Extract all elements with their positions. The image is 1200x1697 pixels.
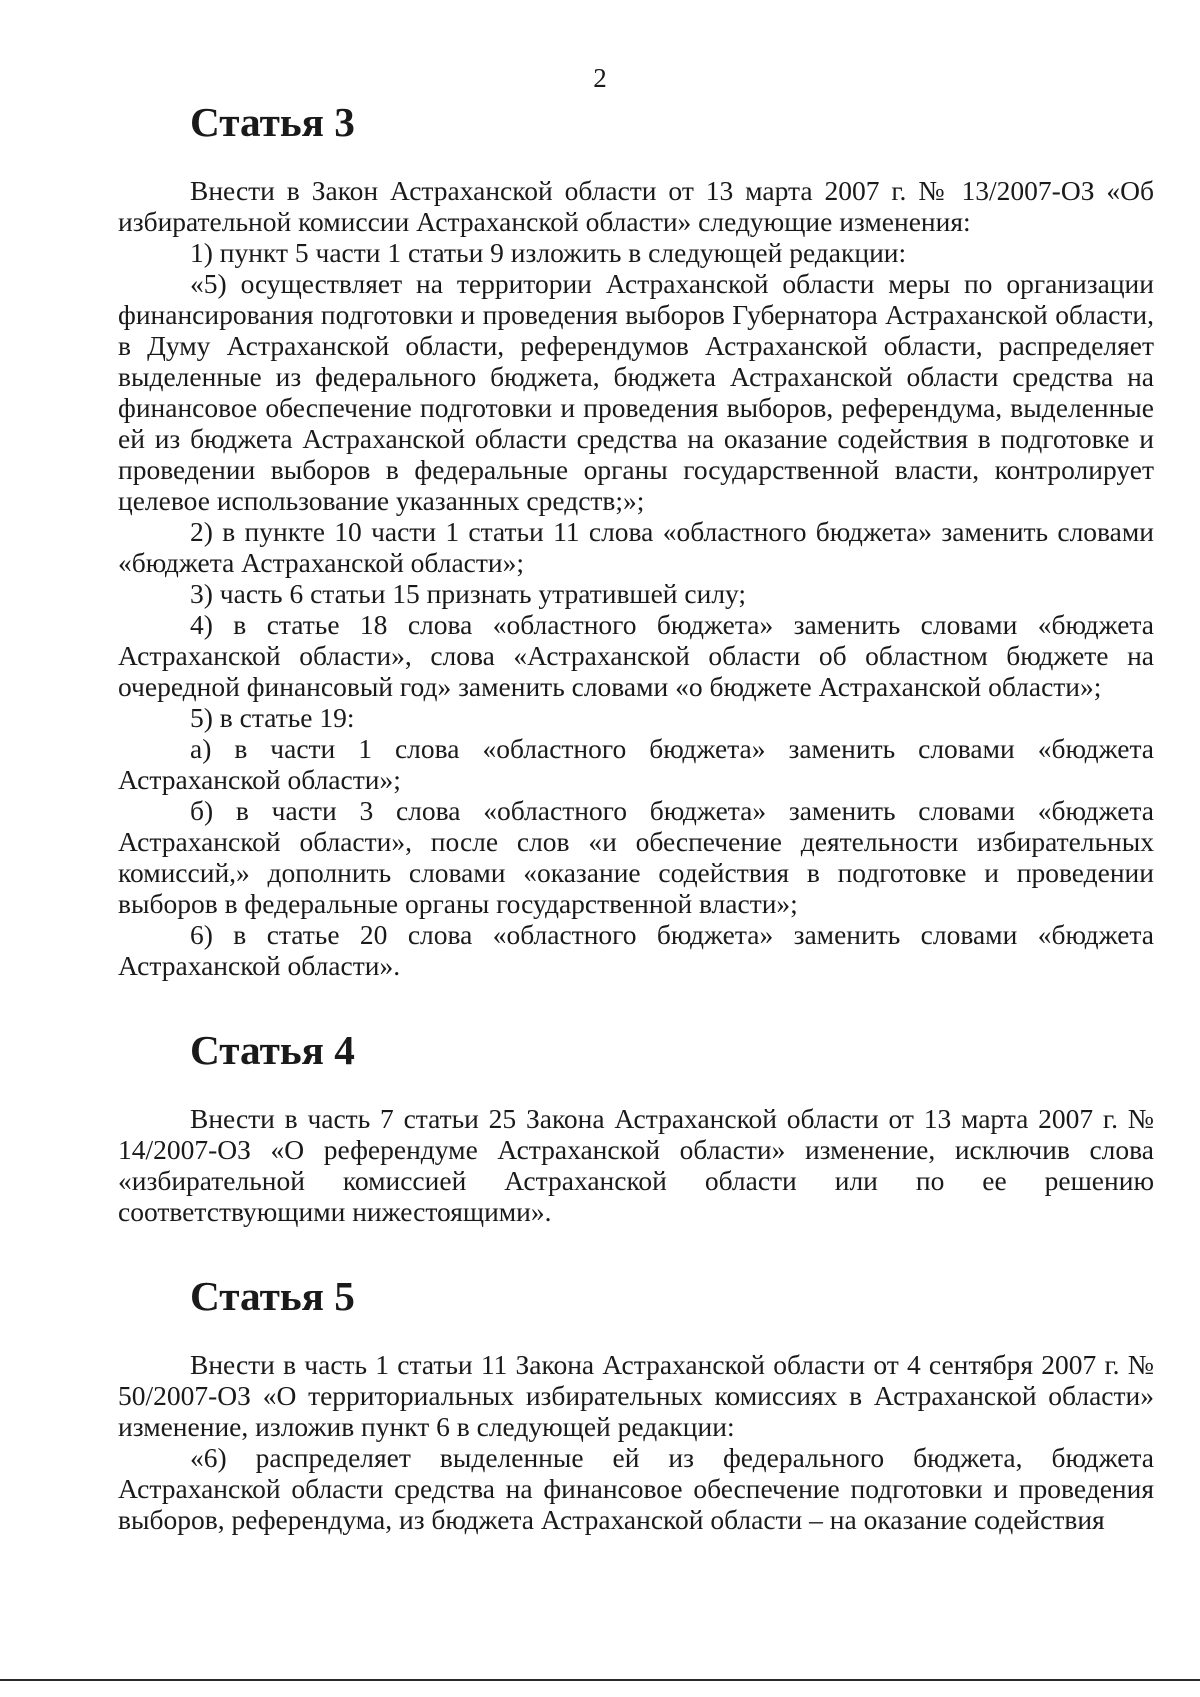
document-body	[118, 99, 1154, 1535]
article-title: Статья 4	[190, 1027, 355, 1073]
scan-edge-line	[0, 1679, 1200, 1681]
paragraph: 5) в статье 19:	[190, 702, 355, 733]
paragraph: «5) осуществляет на территории Астраханской области меры по организации финансирования подготовки и проведения выборов Губернатора Астраханской области, в Думу Астраханской области, референдумов Астраханской области, распределяет выделенные из федерального бюджета, бюджета Астраханской области средства на финансовое обеспечение подготовки и проведения выборов, референдума, выделенные ей из бюджета Астраханской области средства на оказание содействия в подготовке и проведении выборов в федеральные органы государственной власти, контролирует целевое использование указанных средств;»;	[118, 268, 1154, 516]
article-4	[118, 1027, 1154, 1227]
article-title: Статья 3	[190, 99, 355, 145]
paragraph: Внести в Закон Астраханской области от 13 марта 2007 г. № 13/2007-ОЗ «Об избирательной комиссии Астраханской области» следующие изменения:	[118, 175, 1154, 237]
paragraph: 3) часть 6 статьи 15 признать утратившей силу;	[190, 578, 747, 609]
paragraph: 2) в пункте 10 части 1 статьи 11 слова «областного бюджета» заменить словами «бюджета Астраханской области»;	[118, 516, 1154, 578]
paragraph: 6) в статье 20 слова «областного бюджета» заменить словами «бюджета Астраханской области».	[118, 919, 1154, 981]
article-3	[118, 99, 1154, 981]
article-title: Статья 5	[190, 1273, 355, 1319]
article-5	[118, 1273, 1154, 1535]
paragraph: а) в части 1 слова «областного бюджета» заменить словами «бюджета Астраханской области»;	[118, 733, 1154, 795]
paragraph: 4) в статье 18 слова «областного бюджета» заменить словами «бюджета Астраханской области», слова «Астраханской области об областном бюджете на очередной финансовый год» заменить словами «о бюджете Астраханской области»;	[118, 609, 1154, 702]
paragraph: б) в части 3 слова «областного бюджета» заменить словами «бюджета Астраханской области», после слов «и обеспечение деятельности избирательных комиссий,» дополнить словами «оказание содействия в подготовке и проведении выборов в федеральные органы государственной власти»;	[118, 795, 1154, 919]
paragraph: Внести в часть 7 статьи 25 Закона Астраханской области от 13 марта 2007 г. № 14/2007-ОЗ «О референдуме Астраханской области» изменение, исключив слова «избирательной комиссией Астраханской области или по ее решению соответствующими нижестоящими».	[118, 1103, 1154, 1227]
paragraph: Внести в часть 1 статьи 11 Закона Астраханской области от 4 сентября 2007 г. № 50/2007-ОЗ «О территориальных избирательных комиссиях в Астраханской области» изменение, изложив пункт 6 в следующей редакции:	[118, 1349, 1154, 1442]
paragraph: «6) распределяет выделенные ей из федерального бюджета, бюджета Астраханской области средства на финансовое обеспечение подготовки и проведения выборов, референдума, из бюджета Астраханской области – на оказание содействия	[118, 1442, 1154, 1535]
paragraph: 1) пункт 5 части 1 статьи 9 изложить в следующей редакции:	[190, 237, 907, 268]
page-number: 2	[593, 63, 607, 93]
